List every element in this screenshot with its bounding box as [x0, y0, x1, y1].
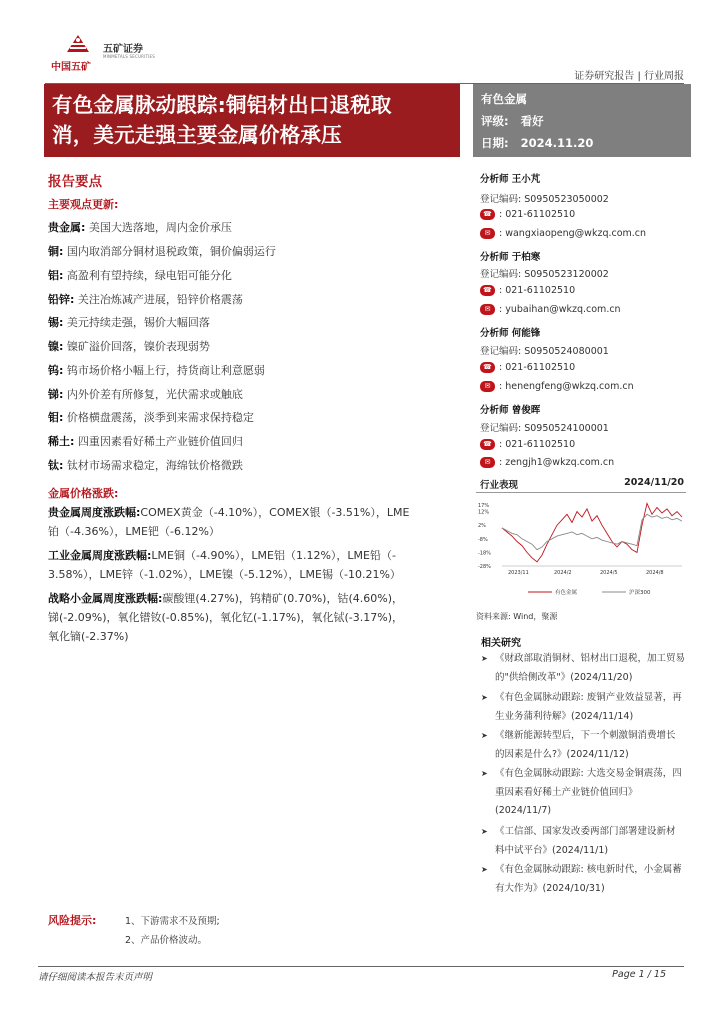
analyst-email[interactable]: ✉ : yubaihan@wkzq.com.cn — [480, 304, 621, 315]
related-research-line: 生业务蒲利待解》(2024/11/14) — [495, 710, 634, 722]
related-research-item[interactable] — [481, 689, 689, 726]
logo-english-name: MINMETALS SECURITIES — [103, 54, 155, 59]
y-tick-label: 12% — [478, 509, 490, 516]
related-research-item[interactable] — [481, 650, 689, 687]
chart-title: 行业表现 — [480, 480, 519, 491]
related-research-line: (2024/11/7) — [495, 805, 552, 816]
rating-label: 评级: — [481, 114, 509, 128]
analyst-name: 分析师 于柏寒 — [480, 252, 541, 263]
strategic-metals-paragraph: 战略小金属周度涨跌幅:碳酸锂(4.27%)，钨精矿(0.70%)，钴(4.60%)， 锑(-2.09%)，氧化镨钕(-0.85%)，氧化钇(-1.17%)，氧化铽(-3.17%)， 氧化镝(-2.37%) — [48, 592, 403, 643]
legend-label: 沪深300 — [629, 590, 651, 596]
x-tick-label: 2024/8 — [646, 570, 664, 576]
y-tick-label: -28% — [478, 564, 491, 570]
views-heading: 主要观点更新: — [48, 198, 119, 211]
related-research-line: 有大作为》(2024/10/31) — [495, 882, 605, 894]
related-research-item[interactable] — [481, 861, 689, 898]
metal-view-row: 铝: 高盈利有望持续，绿电铝可能分化 — [48, 269, 232, 282]
bullet-arrow-icon: ➤ — [481, 769, 488, 778]
phone-icon: ☎ — [480, 362, 495, 373]
date-label: 日期: — [481, 136, 509, 150]
email-icon: ✉ — [480, 381, 495, 392]
y-tick-label: -18% — [478, 550, 491, 557]
analyst-name: 分析师 何能锋 — [480, 328, 541, 339]
risk-item: 1、下游需求不及预期; — [125, 916, 220, 927]
chart-header — [476, 475, 686, 493]
logo-group-name: 中国五矿 — [51, 62, 91, 73]
footer-disclaimer-note: 请仔细阅读本报告末页声明 — [38, 972, 153, 983]
metal-view-row: 钼: 价格横盘震荡，淡季到来需求保持稳定 — [48, 411, 254, 424]
title-banner — [44, 84, 460, 157]
email-icon: ✉ — [480, 457, 495, 468]
phone-icon: ☎ — [480, 285, 495, 296]
analyst-phone: ☎ : 021-61102510 — [480, 362, 575, 373]
legend-label: 有色金属 — [555, 590, 578, 596]
y-tick-label: 2% — [478, 523, 486, 530]
related-research-line: 《有色金属脉动跟踪: 废铜产业效益显著，再 — [495, 692, 682, 703]
x-tick-label: 2023/11 — [508, 570, 529, 576]
risk-item: 2、产品价格波动。 — [125, 935, 208, 946]
chart-source: 资料来源: Wind，聚源 — [476, 612, 558, 621]
related-research-line: 的"供给侧改革"》(2024/11/20) — [495, 671, 633, 683]
minmetals-logo-icon — [65, 32, 91, 54]
analyst-reg-code: 登记编码: S0950523050002 — [480, 194, 609, 205]
date-row — [481, 132, 683, 154]
analyst-reg-code: 登记编码: S0950523120002 — [480, 269, 609, 280]
company-logo — [45, 32, 155, 72]
related-research-line: 《有色金属脉动跟踪: 核电新时代，小金属蓄 — [495, 864, 682, 875]
sector-name: 有色金属 — [481, 92, 527, 106]
analyst-phone: ☎ : 021-61102510 — [480, 209, 575, 220]
analyst-reg-code: 登记编码: S0950524100001 — [480, 423, 609, 434]
metal-view-row: 钨: 钨市场价格小幅上行，持货商让利意愿弱 — [48, 364, 265, 377]
key-points-heading: 报告要点 — [48, 174, 102, 190]
precious-metals-paragraph: 贵金属周度涨跌幅:COMEX黄金（-4.10%），COMEX银（-3.51%），LME 铂（-4.36%），LME钯（-6.12%） — [48, 506, 410, 538]
rating-row — [481, 110, 683, 132]
related-research-line: 料中试平台》(2024/11/1) — [495, 844, 609, 856]
analyst-email[interactable]: ✉ : wangxiaopeng@wkzq.com.cn — [480, 228, 646, 239]
metal-view-row: 钛: 钛材市场需求稳定，海绵钛价格微跌 — [48, 459, 243, 472]
chart-date: 2024/11/20 — [624, 477, 684, 488]
related-research-line: 重因素看好稀土产业链价值回归》 — [495, 786, 638, 798]
metal-view-row: 镍: 镍矿溢价回落，镍价表现弱势 — [48, 340, 210, 353]
y-tick-label: 17% — [478, 502, 490, 509]
report-type: 证券研究报告 | 行业周报 — [574, 71, 684, 82]
analyst-email[interactable]: ✉ : zengjh1@wkzq.com.cn — [480, 457, 614, 468]
analyst-phone: ☎ : 021-61102510 — [480, 439, 575, 450]
price-change-heading: 金属价格涨跌: — [48, 487, 119, 500]
bullet-arrow-icon: ➤ — [481, 731, 488, 740]
bullet-arrow-icon: ➤ — [481, 865, 488, 874]
analyst-email[interactable]: ✉ : henengfeng@wkzq.com.cn — [480, 381, 634, 392]
related-research-item[interactable] — [481, 823, 689, 860]
email-icon: ✉ — [480, 304, 495, 315]
industry-performance-chart — [476, 494, 686, 602]
analyst-name: 分析师 曾俊晖 — [480, 405, 541, 416]
date-value: 2024.11.20 — [520, 136, 594, 150]
report-title-line1: 有色金属脉动跟踪:铜铝材出口退税取 — [52, 93, 392, 117]
related-research-item[interactable] — [481, 727, 689, 764]
report-title — [52, 90, 452, 150]
related-research-line: 的因素是什么?》(2024/11/12) — [495, 748, 629, 760]
metal-view-row: 贵金属: 美国大选落地，周内金价承压 — [48, 221, 232, 234]
info-panel — [473, 84, 691, 157]
footer-divider — [38, 966, 684, 967]
analyst-reg-code: 登记编码: S0950524080001 — [480, 346, 609, 357]
x-tick-label: 2024/2 — [554, 570, 572, 576]
metal-view-row: 铅锌: 关注冶炼减产进展，铅锌价格震荡 — [48, 293, 243, 306]
metal-view-row: 锡: 美元持续走强，锡价大幅回落 — [48, 316, 210, 329]
phone-icon: ☎ — [480, 439, 495, 450]
page-number: Page 1 / 15 — [612, 969, 666, 980]
related-research-line: 《工信部、国家发改委两部门部署建设新材 — [495, 826, 676, 837]
bullet-arrow-icon: ➤ — [481, 654, 488, 663]
risk-heading: 风险提示: — [48, 914, 97, 927]
email-icon: ✉ — [480, 228, 495, 239]
metal-view-row: 铜: 国内取消部分铜材退税政策，铜价偏弱运行 — [48, 245, 276, 258]
related-research-line: 《有色金属脉动跟踪: 大选交易金铜震荡，四 — [495, 768, 682, 779]
metal-view-row: 稀土: 四重因素看好稀土产业链价值回归 — [48, 435, 243, 448]
analyst-phone: ☎ : 021-61102510 — [480, 285, 575, 296]
logo-company-name: 五矿证券 — [103, 44, 143, 55]
x-tick-label: 2024/5 — [600, 570, 618, 576]
analyst-name: 分析师 王小芃 — [480, 174, 541, 185]
series-line-nonferrous — [502, 503, 682, 562]
related-research-line: 《财政部取消铜材、铝材出口退税，加工贸易 — [495, 653, 686, 664]
industrial-metals-paragraph: 工业金属周度涨跌幅:LME铜（-4.90%），LME铝（1.12%），LME铅（- 3.58%），LME锌（-1.02%），LME镍（-5.12%），LME锡（-10.21%） — [48, 549, 401, 581]
phone-icon: ☎ — [480, 209, 495, 220]
y-tick-label: -8% — [478, 536, 488, 543]
report-title-line2: 消，美元走强主要金属价格承压 — [52, 123, 342, 147]
related-research-line: 《继新能源转型后，下一个刺激铜消费增长 — [495, 730, 676, 741]
related-research-heading: 相关研究 — [481, 638, 521, 649]
metal-view-row: 锑: 内外价差有所修复，光伏需求或触底 — [48, 388, 243, 401]
series-line-csi300 — [502, 514, 682, 549]
bullet-arrow-icon: ➤ — [481, 827, 488, 836]
rating-value: 看好 — [520, 114, 544, 128]
bullet-arrow-icon: ➤ — [481, 693, 488, 702]
related-research-item[interactable] — [481, 765, 689, 821]
